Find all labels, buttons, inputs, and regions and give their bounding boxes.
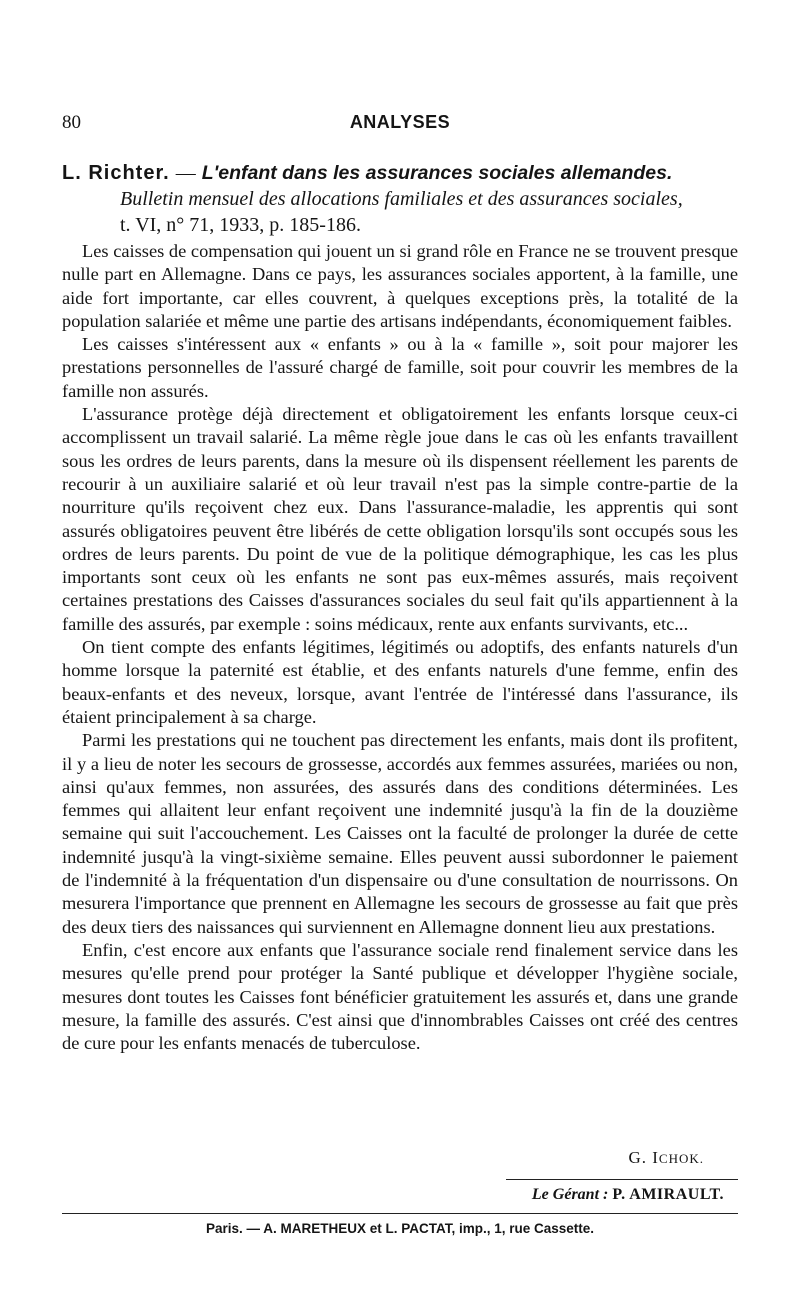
- document-page: [62, 0, 738, 1304]
- citation-title: L'enfant dans les assurances sociales allemandes.: [201, 162, 673, 184]
- paragraph-6: Enfin, c'est encore aux enfants que l'assurance sociale rend finalement service dans les mesures qu'elle prend pour protéger la Santé publique et développer l'hygiène sociale, mesures dont toutes les Caisses font bénéficier gratuitement les assurés et, dans une grande mesure, la famille des assurés. C'est ainsi que d'innombrables Caisses ont créé des centres de cure pour les enfants menacés de tuberculose.: [62, 939, 738, 1054]
- citation-author: L. Richter.: [62, 162, 170, 184]
- paragraph-5: Parmi les prestations qui ne touchent pas directement les enfants, mais dont ils profitent, il y a lieu de noter les secours de grossesse, accordés aux femmes assurées, mariées ou non, ainsi qu'aux femmes, non assurées, des assurés dans des conditions déterminées. Les femmes qui allaitent leur enfant reçoivent une indemnité jusqu'à la fin de la douzième semaine qui suit l'accouchement. Les Caisses ont la faculté de prolonger la durée de cette indemnité jusqu'à la vingt-sixième semaine. Elles peuvent aussi subordonner le paiement de l'indemnité à la fréquentation d'un dispensaire ou d'une consultation de nourrissons. On mesurera l'importance que prennent en Allemagne les secours de grossesse au fait que près des deux tiers des naissances qui surviennent en Allemagne donnent lieu aux prestations.: [62, 730, 738, 937]
- running-title: ANALYSES: [349, 112, 451, 132]
- page-number: 80: [62, 112, 81, 133]
- citation-dash: —: [175, 162, 196, 184]
- printer-imprint: Paris. — A. MARETHEUX et L. PACTAT, imp., 1, rue Cassette.: [205, 1221, 595, 1236]
- paragraph-4: On tient compte des enfants légitimes, légitimés ou adoptifs, des enfants naturels d'un homme lorsque la paternité est établie, et des enfants naturels d'une femme, enfin des beaux-enfants et des neveux, lorsque, avant l'entrée de l'intéressé dans l'assurance, ils étaient principalement à sa charge.: [62, 637, 738, 727]
- citation-journal: Bulletin mensuel des allocations familiales et des assurances sociales,: [120, 188, 683, 210]
- citation-details: t. VI, n° 71, 1933, p. 185-186.: [120, 214, 361, 236]
- footer-divider-short: [506, 1179, 738, 1180]
- footer-divider-long: [62, 1213, 738, 1214]
- gerant-name: P. AMIRAULT.: [612, 1186, 724, 1203]
- paragraph-3: L'assurance protège déjà directement et obligatoirement les enfants lorsque ceux-ci accomplissent un travail salarié. La même règle joue dans le cas où les enfants travaillent sous les ordres de leurs parents, dans la mesure où ils dispensent réellement les parents de recourir à un auxiliaire salarié et où leur travail n'est pas la simple contre-partie de la nourriture qu'ils reçoivent chez eux. Dans l'assurance-maladie, les apprentis qui sont assurés obligatoires peuvent être libérés de cette obligation lorsqu'ils sont occupés sous les ordres de leurs parents. Du point de vue de la politique démographique, les cas les plus importants sont ceux où les enfants ne sont pas eux-mêmes assurés, mais reçoivent certaines prestations des Caisses d'assurances sociales du seul fait qu'ils appartiennent à la famille des assurés, par exemple : soins médicaux, rente aux enfants survivants, etc...: [62, 404, 738, 634]
- signature-initial: G. I: [628, 1148, 659, 1167]
- reviewer-signature: [628, 1148, 704, 1168]
- signature-rest: CHOK.: [658, 1151, 704, 1166]
- page-header: [62, 112, 738, 140]
- gerant-label: Le Gérant :: [531, 1186, 609, 1203]
- paragraph-2: Les caisses s'intéressent aux « enfants » ou à la « famille », soit pour majorer les prestations personnelles de l'assuré chargé de famille, soit pour couvrir les membres de la famille non assurés.: [62, 334, 738, 401]
- paragraph-1: Les caisses de compensation qui jouent un si grand rôle en France ne se trouvent presque nulle part en Allemagne. Dans ce pays, les assurances sociales apportent, à la famille, une aide fort importante, car elles couvrent, à quelques exceptions près, la totalité de la population salariée et même une partie des artisans indépendants, économiquement faibles.: [62, 241, 738, 331]
- citation-block: [62, 160, 738, 238]
- article-body: [62, 240, 738, 1055]
- gerant-line: [532, 1186, 724, 1204]
